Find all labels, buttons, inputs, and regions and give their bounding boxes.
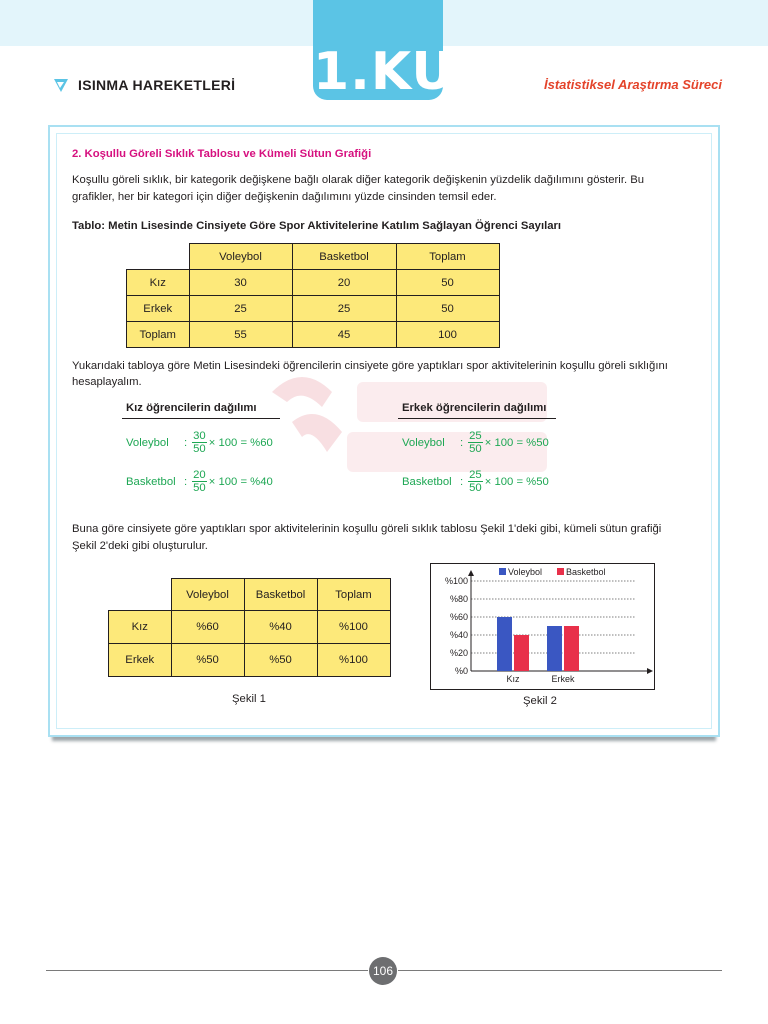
erkek-distribution-title: Erkek öğrencilerin dağılımı — [402, 402, 547, 414]
counts-cell: 25 — [189, 296, 292, 322]
counts-cell: 50 — [396, 270, 499, 296]
rel-row-label: Erkek — [109, 644, 172, 677]
bar-voleybol-0 — [497, 617, 512, 671]
counts-cell: 55 — [189, 322, 292, 348]
bar-basketbol-0 — [514, 635, 529, 671]
figure-2-caption: Şekil 2 — [523, 695, 557, 707]
rel-cell: %40 — [244, 611, 317, 644]
counts-header-toplam: Toplam — [396, 244, 499, 270]
y-tick-label: %60 — [449, 612, 468, 622]
rel-header-basketbol: Basketbol — [244, 579, 317, 611]
table-title: Tablo: Metin Lisesinde Cinsiyete Göre Spor Aktivitelerine Katılım Sağlayan Öğrenci Sayıları — [72, 220, 562, 232]
section-name: ISINMA HAREKETLERİ — [78, 77, 236, 93]
section-logo-icon — [52, 76, 70, 94]
counts-cell: 30 — [189, 270, 292, 296]
footer-line-right — [398, 970, 722, 971]
rel-cell: %50 — [171, 644, 244, 677]
figure-1-caption: Şekil 1 — [232, 693, 266, 705]
counts-header-basketbol: Basketbol — [292, 244, 396, 270]
rel-cell: %50 — [244, 644, 317, 677]
bar-basketbol-1 — [564, 626, 579, 671]
grouped-bar-chart — [431, 564, 653, 688]
section-heading: 2. Koşullu Göreli Sıklık Tablosu ve Kümeli Sütun Grafiği — [72, 148, 372, 160]
calc-label: Basketbol — [126, 475, 176, 488]
calc-result: × 100 = %60 — [208, 436, 273, 449]
calc-label: Voleybol — [126, 436, 169, 449]
fraction — [468, 430, 483, 455]
erkek-title-underline — [398, 418, 556, 419]
counts-row-label: Erkek — [127, 296, 190, 322]
unit-badge-label: 1.KUR — [313, 42, 496, 102]
summary-text-line2: Şekil 2'deki gibi oluşturulur. — [72, 540, 208, 552]
rel-header-toplam: Toplam — [317, 579, 390, 611]
topic-title: İstatistiksel Araştırma Süreci — [544, 77, 722, 92]
fraction — [192, 430, 207, 455]
y-tick-label: %80 — [449, 594, 468, 604]
counts-row-label: Toplam — [127, 322, 190, 348]
calc-label: Voleybol — [402, 436, 445, 449]
intro-text-line1: Koşullu göreli sıklık, bir kategorik değişkene bağlı olarak diğer kategorik değişkenin yüzdelik dağılımını gösterir. Bu — [72, 174, 645, 186]
counts-cell: 45 — [292, 322, 396, 348]
legend-swatch-basketbol — [557, 568, 564, 575]
y-tick-label: %100 — [444, 576, 468, 586]
y-axis-arrow — [468, 570, 474, 576]
counts-cell: 20 — [292, 270, 396, 296]
fraction — [468, 469, 483, 494]
grouped-bar-chart-frame — [430, 563, 655, 690]
x-axis-arrow — [647, 668, 653, 674]
erkek-voleybol-calc: Voleybol : $\frac{25}{50}$ × 100 = %50 — [402, 430, 549, 455]
bar-voleybol-1 — [547, 626, 562, 671]
counts-cell: 25 — [292, 296, 396, 322]
kiz-voleybol-calc: Voleybol : $\frac{30}{50}$ × 100 = %60 — [126, 430, 273, 455]
calc-label: Basketbol — [402, 475, 452, 488]
intro-text-line2: grafikler, her bir kategori için diğer değişkenin dağılımını yüzde cinsinden temsil eder. — [72, 191, 497, 203]
fraction — [192, 469, 207, 494]
kiz-distribution-title: Kız öğrencilerin dağılımı — [126, 402, 257, 414]
calc-intro-line1: Yukarıdaki tabloya göre Metin Lisesindeki öğrencilerin cinsiyete göre yaptıkları spor aktivitelerinin koşullu göreli sıklığını — [72, 360, 668, 372]
rel-row-label: Kız — [109, 611, 172, 644]
numerator: 25 — [469, 430, 482, 442]
numerator: 25 — [469, 469, 482, 481]
rel-cell: %100 — [317, 611, 390, 644]
denominator: 50 — [469, 443, 482, 455]
kiz-basketbol-calc: Basketbol : $\frac{20}{50}$ × 100 = %40 — [126, 469, 273, 494]
legend-label: Voleybol — [508, 567, 543, 577]
erkek-basketbol-calc: Basketbol : $\frac{25}{50}$ × 100 = %50 — [402, 469, 549, 494]
y-tick-label: %20 — [449, 648, 468, 658]
denominator: 50 — [193, 482, 206, 494]
kiz-title-underline — [122, 418, 280, 419]
rel-header-voleybol: Voleybol — [171, 579, 244, 611]
y-tick-label: %40 — [449, 630, 468, 640]
rel-cell: %60 — [171, 611, 244, 644]
x-tick-label: Erkek — [551, 674, 575, 684]
counts-row-label: Kız — [127, 270, 190, 296]
rel-cell: %100 — [317, 644, 390, 677]
summary-text-line1: Buna göre cinsiyete göre yaptıkları spor aktivitelerinin koşullu göreli sıklık tablosu Şekil 1'deki gibi, kümeli sütun grafiği — [72, 523, 662, 535]
page-number: 106 — [369, 957, 397, 985]
relative-frequency-table — [108, 578, 391, 677]
x-tick-label: Kız — [506, 674, 520, 684]
numerator: 20 — [193, 469, 206, 481]
legend-label: Basketbol — [566, 567, 606, 577]
counts-cell: 100 — [396, 322, 499, 348]
calc-intro-line2: hesaplayalım. — [72, 376, 142, 388]
calc-result: × 100 = %50 — [484, 436, 549, 449]
legend-swatch-voleybol — [499, 568, 506, 575]
y-tick-label: %0 — [454, 666, 468, 676]
section-brand — [52, 76, 235, 94]
numerator: 30 — [193, 430, 206, 442]
counts-table — [126, 243, 500, 348]
calc-result: × 100 = %50 — [484, 475, 549, 488]
denominator: 50 — [193, 443, 206, 455]
counts-cell: 50 — [396, 296, 499, 322]
footer-line-left — [46, 970, 368, 971]
calc-result: × 100 = %40 — [208, 475, 273, 488]
denominator: 50 — [469, 482, 482, 494]
counts-header-voleybol: Voleybol — [189, 244, 292, 270]
